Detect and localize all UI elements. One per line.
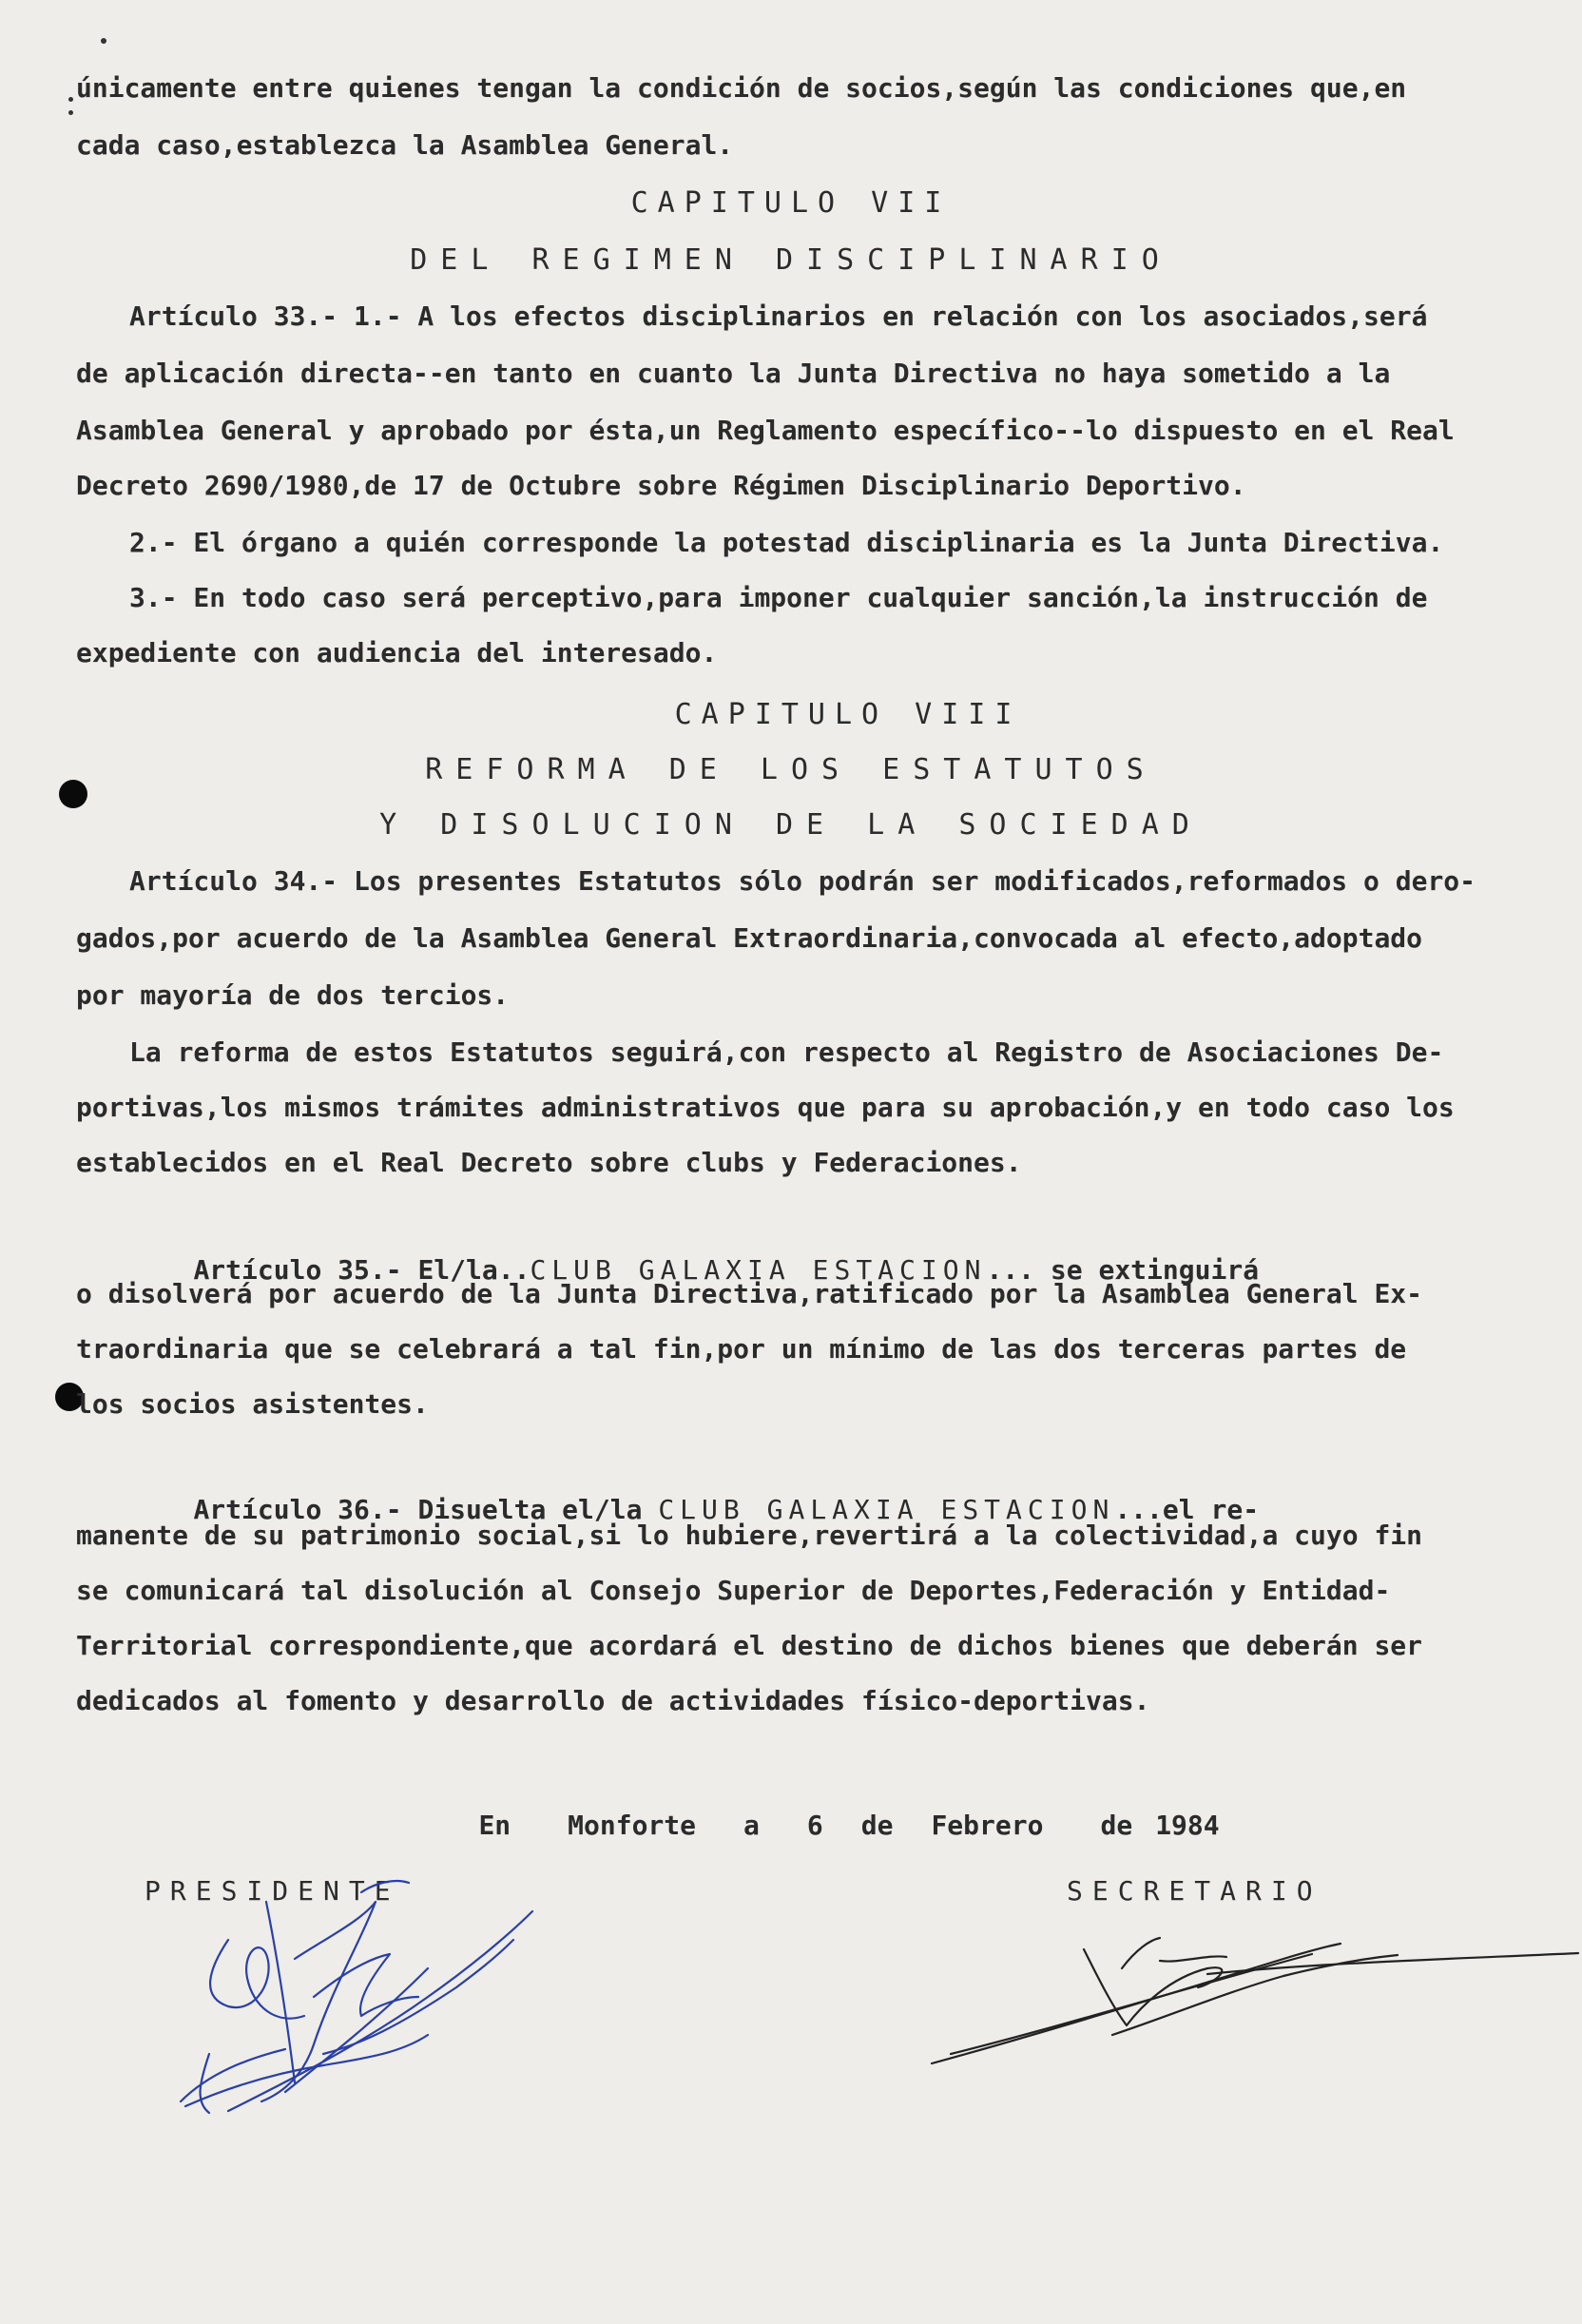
chapter-8-subtitle-1: REFORMA DE LOS ESTATUTOS — [425, 753, 1157, 786]
article-33-line: 2.- El órgano a quién corresponde la potestad disciplinaria es la Junta Directiva. — [129, 527, 1444, 558]
closing-year: 1984 — [1155, 1810, 1220, 1841]
article-36-line: se comunicará tal disolución al Consejo Superior de Deportes,Federación y Entidad- — [76, 1575, 1391, 1606]
chapter-7-title: CAPITULO VII — [630, 186, 952, 220]
closing-a: a — [743, 1810, 760, 1841]
article-35-suffix: ... se extinguirá — [986, 1254, 1260, 1286]
closing-de-1: de — [860, 1810, 894, 1841]
speck — [68, 110, 73, 115]
closing-day: 6 — [806, 1810, 823, 1841]
article-35-prefix: Artículo 35.- El/la.. — [193, 1254, 531, 1286]
club-name: CLUB GALAXIA ESTACION — [530, 1254, 987, 1286]
chapter-8-subtitle-2: Y DISOLUCION DE LA SOCIEDAD — [379, 808, 1203, 842]
article-35-line: o disolverá por acuerdo de la Junta Directiva,ratificado por la Asamblea General Ex- — [76, 1278, 1423, 1309]
body-line: cada caso,establezca la Asamblea General. — [76, 129, 734, 161]
article-34-line: establecidos en el Real Decreto sobre clubs y Federaciones. — [76, 1147, 1022, 1178]
article-33-line: de aplicación directa--en tanto en cuanto la Junta Directiva no haya sometido a la — [76, 358, 1391, 389]
president-signature — [171, 1864, 570, 2140]
article-34-line: La reforma de estos Estatutos seguirá,con respecto al Registro de Asociaciones De- — [129, 1036, 1444, 1068]
secretary-signature — [922, 1911, 1582, 2073]
article-33-line: Decreto 2690/1980,de 17 de Octubre sobre Régimen Disciplinario Deportivo. — [76, 470, 1246, 501]
article-35-line: los socios asistentes. — [76, 1388, 429, 1420]
punch-hole — [59, 780, 87, 808]
chapter-8-title: CAPITULO VIII — [674, 698, 1022, 731]
club-name: CLUB GALAXIA ESTACION — [658, 1494, 1115, 1525]
article-33-line: 3.- En todo caso será perceptivo,para imponer cualquier sanción,la instrucción de — [129, 582, 1428, 613]
article-35-line: traordinaria que se celebrará a tal fin,por un mínimo de las dos terceras partes de — [76, 1333, 1407, 1365]
president-title: PRESIDENTE — [145, 1875, 400, 1907]
article-36-line: manente de su patrimonio social,si lo hubiere,revertirá a la colectividad,a cuyo fin — [76, 1520, 1423, 1551]
speck — [68, 97, 73, 102]
article-36-prefix: Artículo 36.- Disuelta el/la — [193, 1494, 643, 1525]
closing-month: Febrero — [931, 1810, 1044, 1841]
body-line: únicamente entre quienes tengan la condición de socios,según las condiciones que,en — [76, 72, 1407, 104]
article-33-line: Asamblea General y aprobado por ésta,un Reglamento específico--lo dispuesto en el Real — [76, 415, 1455, 446]
article-34-line: gados,por acuerdo de la Asamblea General Extraordinaria,convocada al efecto,adoptado — [76, 922, 1423, 954]
closing-place: Monforte — [568, 1810, 697, 1841]
article-36-line: Territorial correspondiente,que acordará el destino de dichos bienes que deberán ser — [76, 1630, 1423, 1661]
article-34-line: Artículo 34.- Los presentes Estatutos sólo podrán ser modificados,reformados o dero- — [129, 865, 1476, 897]
chapter-7-subtitle: DEL REGIMEN DISCIPLINARIO — [410, 243, 1172, 277]
article-33-line: Artículo 33.- 1.- A los efectos disciplinarios en relación con los asociados,será — [129, 300, 1428, 332]
speck — [101, 38, 106, 44]
secretary-title: SECRETARIO — [1067, 1875, 1322, 1907]
article-34-line: por mayoría de dos tercios. — [76, 979, 510, 1011]
closing-en: En — [478, 1810, 511, 1841]
closing-date — [415, 1778, 1220, 1872]
article-34-line: portivas,los mismos trámites administrativos que para su aprobación,y en todo caso los — [76, 1092, 1455, 1123]
closing-de-2: de — [1100, 1810, 1133, 1841]
article-36-line: dedicados al fomento y desarrollo de actividades físico-deportivas. — [76, 1685, 1150, 1716]
article-36-suffix: ...el re- — [1114, 1494, 1260, 1525]
article-33-line: expediente con audiencia del interesado. — [76, 637, 718, 668]
